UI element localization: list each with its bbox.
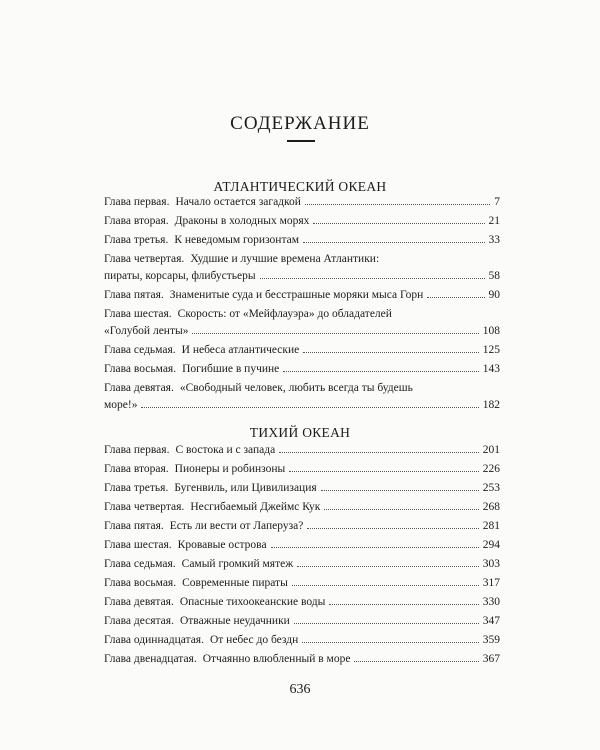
toc-entry bbox=[104, 537, 500, 554]
toc-entry-first-line bbox=[104, 251, 500, 268]
page-ref: 182 bbox=[482, 399, 500, 411]
page-ref: 253 bbox=[482, 482, 500, 494]
toc-entry bbox=[104, 287, 500, 304]
toc-entry-line bbox=[104, 480, 500, 497]
dot-leader bbox=[297, 565, 479, 567]
page-ref: 268 bbox=[482, 501, 500, 513]
chapter-title: Начало остается загадкой bbox=[175, 196, 301, 208]
dot-leader bbox=[260, 277, 485, 279]
toc-entry-line bbox=[104, 213, 500, 230]
toc-list-atlantic bbox=[104, 194, 500, 416]
dot-leader bbox=[192, 332, 478, 334]
dot-leader bbox=[305, 203, 490, 205]
toc-entry bbox=[104, 594, 500, 611]
toc-entry bbox=[104, 480, 500, 497]
toc-entry-line bbox=[104, 232, 500, 249]
section-title-pacific: ТИХИЙ ОКЕАН bbox=[249, 425, 351, 440]
dot-leader bbox=[279, 451, 479, 453]
toc-entry bbox=[104, 380, 500, 414]
toc-entry-line bbox=[104, 518, 500, 535]
dot-leader bbox=[354, 660, 478, 662]
dot-leader bbox=[283, 370, 478, 372]
chapter-title-continued: море!» bbox=[104, 399, 138, 411]
chapter-label: Глава седьмая. bbox=[104, 344, 176, 356]
page-ref: 90 bbox=[488, 289, 500, 301]
page-ref: 7 bbox=[494, 196, 500, 208]
page-title: СОДЕРЖАНИЕ bbox=[230, 113, 370, 134]
chapter-label: Глава третья. bbox=[104, 234, 169, 246]
chapter-label: Глава вторая. bbox=[104, 463, 169, 475]
chapter-title-continued: «Голубой ленты» bbox=[104, 325, 189, 337]
chapter-label: Глава вторая. bbox=[104, 215, 169, 227]
chapter-title: Современные пираты bbox=[182, 577, 288, 589]
page-ref: 359 bbox=[482, 634, 500, 646]
chapter-label: Глава шестая. bbox=[104, 539, 172, 551]
toc-entry bbox=[104, 232, 500, 249]
dot-leader bbox=[427, 296, 484, 298]
chapter-label: Глава четвертая. bbox=[104, 253, 185, 265]
chapter-label: Глава первая. bbox=[104, 444, 170, 456]
dot-leader bbox=[141, 406, 478, 408]
chapter-label: Глава четвертая. bbox=[104, 501, 185, 513]
chapter-label: Глава пятая. bbox=[104, 520, 164, 532]
toc-entry bbox=[104, 575, 500, 592]
toc-entry-second-line bbox=[104, 323, 500, 340]
chapter-title-continued: пираты, корсары, флибустьеры bbox=[104, 270, 256, 282]
toc-entry bbox=[104, 361, 500, 378]
toc-entry bbox=[104, 651, 500, 668]
toc-entry-line bbox=[104, 342, 500, 359]
dot-leader bbox=[313, 222, 484, 224]
toc-entry-line bbox=[104, 461, 500, 478]
chapter-title: Драконы в холодных морях bbox=[174, 215, 310, 227]
toc-entry bbox=[104, 556, 500, 573]
toc-entry bbox=[104, 632, 500, 649]
chapter-title: Худшие и лучшие времена Атлантики: bbox=[190, 253, 380, 265]
toc-entry-line bbox=[104, 499, 500, 516]
chapter-title: «Свободный человек, любить всегда ты будешь bbox=[179, 382, 413, 394]
chapter-label: Глава девятая. bbox=[104, 382, 174, 394]
toc-entry-second-line bbox=[104, 268, 500, 285]
page-ref: 281 bbox=[482, 520, 500, 532]
toc-entry bbox=[104, 518, 500, 535]
dot-leader bbox=[271, 546, 479, 548]
dot-leader bbox=[294, 622, 479, 624]
page-ref: 33 bbox=[488, 234, 500, 246]
dot-leader bbox=[303, 241, 484, 243]
toc-entry bbox=[104, 461, 500, 478]
dot-leader bbox=[289, 470, 478, 472]
chapter-label: Глава десятая. bbox=[104, 615, 174, 627]
dot-leader bbox=[324, 508, 478, 510]
chapter-label: Глава седьмая. bbox=[104, 558, 176, 570]
toc-list-pacific bbox=[104, 442, 500, 670]
chapter-title: И небеса атлантические bbox=[181, 344, 300, 356]
page-number: 636 bbox=[289, 682, 311, 697]
toc-entry-first-line bbox=[104, 380, 500, 397]
page-ref: 143 bbox=[482, 363, 500, 375]
toc-entry-line bbox=[104, 594, 500, 611]
dot-leader bbox=[303, 351, 478, 353]
chapter-label: Глава восьмая. bbox=[104, 363, 177, 375]
toc-entry-line bbox=[104, 613, 500, 630]
chapter-title: Пионеры и робинзоны bbox=[174, 463, 286, 475]
chapter-label: Глава первая. bbox=[104, 196, 170, 208]
toc-entry bbox=[104, 251, 500, 285]
toc-entry bbox=[104, 194, 500, 211]
chapter-title: С востока и с запада bbox=[175, 444, 276, 456]
toc-entry bbox=[104, 306, 500, 340]
toc-entry-line bbox=[104, 556, 500, 573]
title-underline bbox=[287, 140, 315, 142]
toc-entry-line bbox=[104, 361, 500, 378]
page-ref: 330 bbox=[482, 596, 500, 608]
toc-entry-line bbox=[104, 632, 500, 649]
dot-leader bbox=[321, 489, 479, 491]
dot-leader bbox=[307, 527, 478, 529]
toc-entry bbox=[104, 613, 500, 630]
chapter-label: Глава шестая. bbox=[104, 308, 172, 320]
chapter-title: Отважные неудачники bbox=[179, 615, 290, 627]
chapter-label: Глава одиннадцатая. bbox=[104, 634, 204, 646]
page-ref: 21 bbox=[488, 215, 500, 227]
page-ref: 125 bbox=[482, 344, 500, 356]
toc-entry-second-line bbox=[104, 397, 500, 414]
toc-entry-line bbox=[104, 287, 500, 304]
chapter-label: Глава восьмая. bbox=[104, 577, 177, 589]
chapter-title: Скорость: от «Мейфлауэра» до обладателей bbox=[177, 308, 392, 320]
chapter-title: Самый громкий мятеж bbox=[181, 558, 294, 570]
toc-entry bbox=[104, 342, 500, 359]
toc-entry bbox=[104, 213, 500, 230]
page-ref: 226 bbox=[482, 463, 500, 475]
chapter-title: Погибшие в пучине bbox=[182, 363, 280, 375]
page-ref: 317 bbox=[482, 577, 500, 589]
chapter-label: Глава третья. bbox=[104, 482, 169, 494]
toc-entry-line bbox=[104, 194, 500, 211]
page-ref: 58 bbox=[488, 270, 500, 282]
dot-leader bbox=[292, 584, 479, 586]
chapter-title: Знаменитые суда и бесстрашные моряки мыса Горн bbox=[169, 289, 424, 301]
toc-entry-line bbox=[104, 442, 500, 459]
toc-entry-line bbox=[104, 651, 500, 668]
toc-entry-first-line bbox=[104, 306, 500, 323]
chapter-title: Несгибаемый Джеймс Кук bbox=[190, 501, 321, 513]
page-ref: 108 bbox=[482, 325, 500, 337]
chapter-title: От небес до бездн bbox=[209, 634, 299, 646]
page-ref: 294 bbox=[482, 539, 500, 551]
toc-entry-line bbox=[104, 575, 500, 592]
chapter-title: Бугенвиль, или Цивилизация bbox=[174, 482, 317, 494]
chapter-title: Кровавые острова bbox=[177, 539, 267, 551]
chapter-label: Глава пятая. bbox=[104, 289, 164, 301]
chapter-label: Глава двенадцатая. bbox=[104, 653, 197, 665]
toc-entry bbox=[104, 499, 500, 516]
dot-leader bbox=[329, 603, 478, 605]
toc-entry bbox=[104, 442, 500, 459]
chapter-title: Отчаянно влюбленный в море bbox=[202, 653, 351, 665]
page-ref: 347 bbox=[482, 615, 500, 627]
toc-entry-line bbox=[104, 537, 500, 554]
page-ref: 367 bbox=[482, 653, 500, 665]
page-ref: 201 bbox=[482, 444, 500, 456]
page-ref: 303 bbox=[482, 558, 500, 570]
chapter-label: Глава девятая. bbox=[104, 596, 174, 608]
chapter-title: К неведомым горизонтам bbox=[174, 234, 300, 246]
chapter-title: Опасные тихоокеанские воды bbox=[179, 596, 326, 608]
section-title-atlantic: АТЛАНТИЧЕСКИЙ ОКЕАН bbox=[213, 179, 387, 194]
chapter-title: Есть ли вести от Лаперуза? bbox=[169, 520, 304, 532]
dot-leader bbox=[302, 641, 478, 643]
